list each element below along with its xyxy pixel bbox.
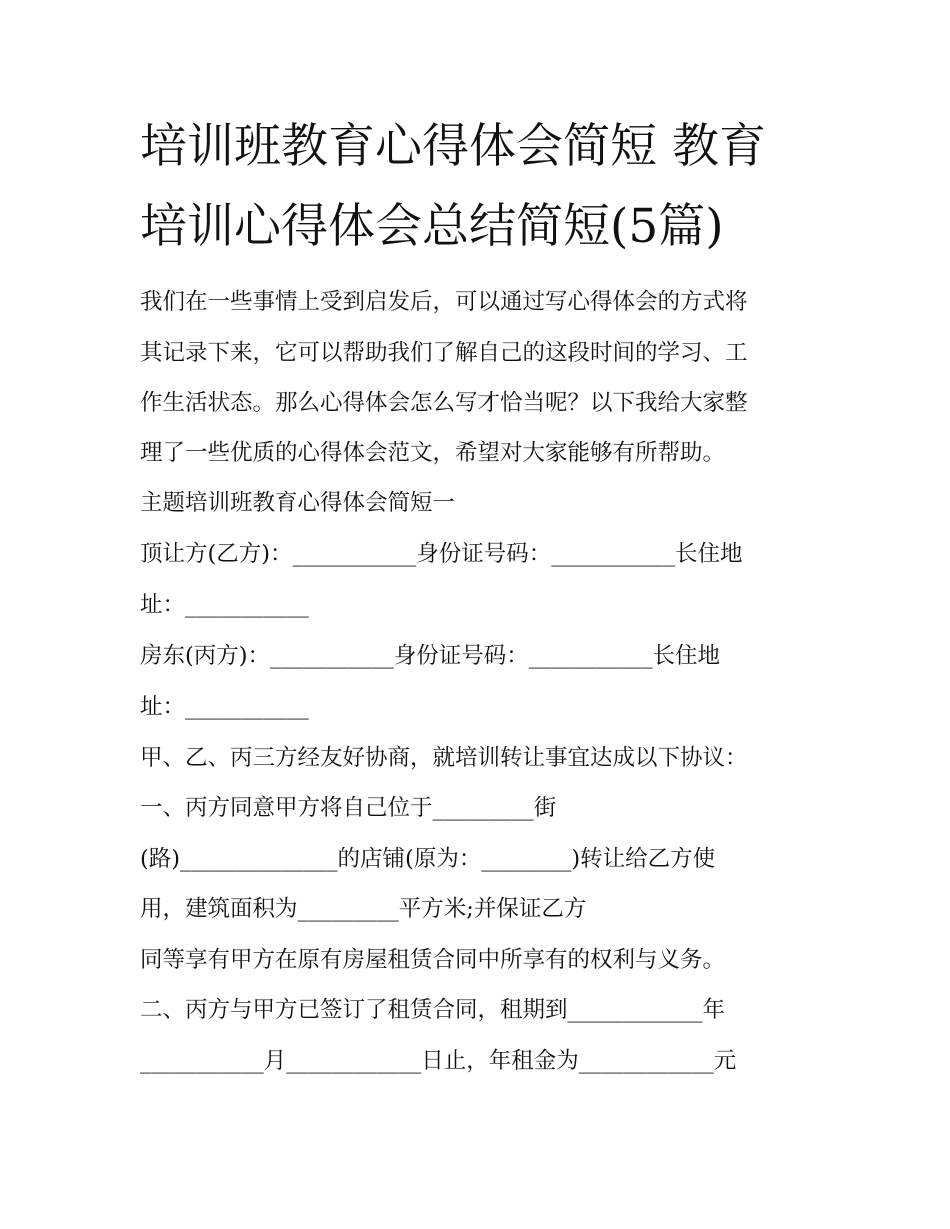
section-heading: 主题培训班教育心得体会简短一 <box>140 490 456 516</box>
form-line: 址：___________ <box>140 592 309 618</box>
document-title-line-2: 培训心得体会总结简短(5篇) <box>140 199 724 254</box>
clause-line: 用，建筑面积为_________平方米;并保证乙方 <box>140 896 587 922</box>
form-line: 房东(丙方)：___________身份证号码：___________长住地 <box>140 643 721 669</box>
body-paragraph-line: 作生活状态。那么心得体会怎么写才恰当呢？以下我给大家整 <box>140 390 748 416</box>
clause-line: (路)______________的店铺(原为：________)转让给乙方使 <box>140 846 716 872</box>
clause-line: 同等享有甲方在原有房屋租赁合同中所享有的权利与义务。 <box>140 947 726 973</box>
body-paragraph-line: 其记录下来，它可以帮助我们了解自己的这段时间的学习、工 <box>140 340 748 366</box>
document-title-line-1: 培训班教育心得体会简短 教育 <box>140 119 766 174</box>
form-line: 址：___________ <box>140 694 309 720</box>
clause-line: 二、丙方与甲方已签订了租赁合同，租期到____________年 <box>140 997 726 1023</box>
body-paragraph-line: 我们在一些事情上受到启发后，可以通过写心得体会的方式将 <box>140 289 748 315</box>
clause-line: 一、丙方同意甲方将自己位于_________街 <box>140 795 557 821</box>
clause-line: ___________月____________日止，年租金为____________元 <box>140 1048 737 1074</box>
body-paragraph-line: 甲、乙、丙三方经友好协商，就培训转让事宜达成以下协议： <box>140 745 748 771</box>
form-line: 顶让方(乙方)：___________身份证号码：___________长住地 <box>140 541 743 567</box>
body-paragraph-line: 理了一些优质的心得体会范文，希望对大家能够有所帮助。 <box>140 440 726 466</box>
